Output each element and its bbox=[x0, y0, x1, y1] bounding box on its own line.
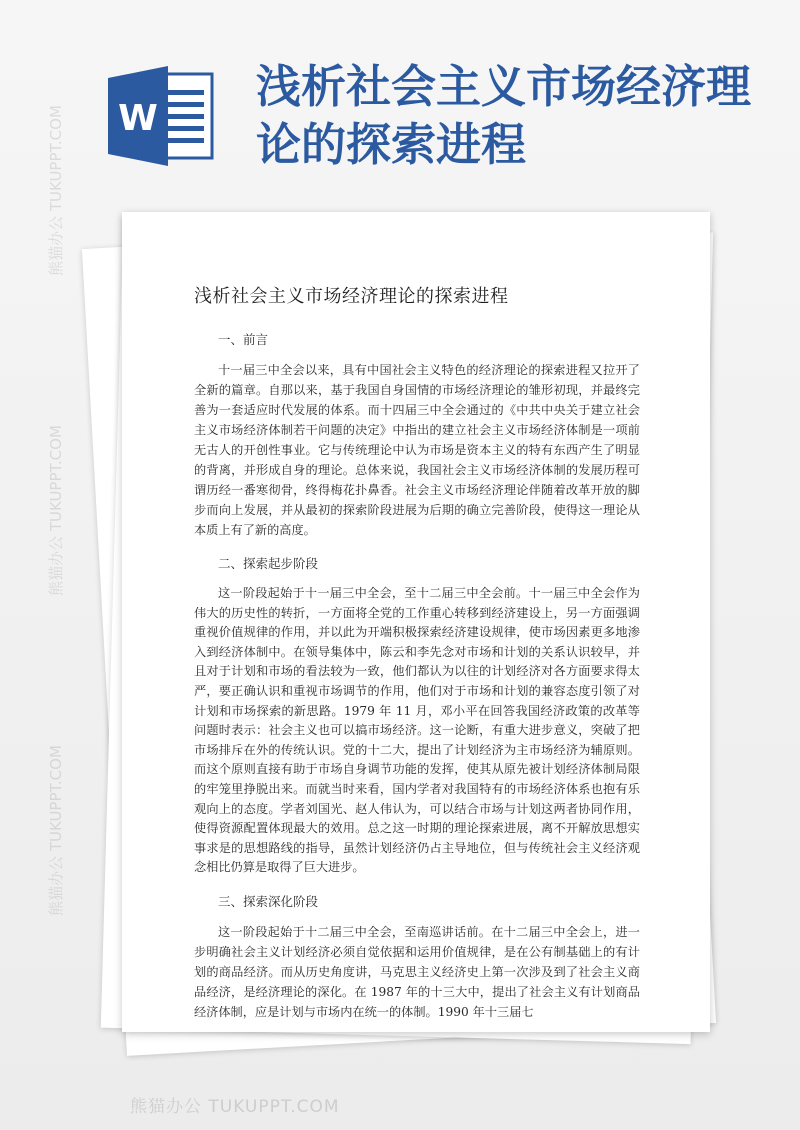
word-logo-letter: W bbox=[118, 98, 158, 139]
watermark: 熊猫办公 TUKUPPT.COM bbox=[130, 1097, 340, 1117]
header-title: 浅析社会主义市场经济理论的探索进程 bbox=[256, 60, 752, 171]
paragraph: 这一阶段起始于十二届三中全会，至南巡讲话前。在十二届三中全会上，进一步明确社会主义计划经济必须自觉依据和运用价值规律，是在公有制基础上的有计划的商品经济。而从历史角度讲，马克思主义经济史上第一次涉及到了社会主义商品经济，是经济理论的深化。在 1987 年的十三大中，提出了社会主义有计划商品经济体制，应是计划与市场内在统一的体制。1990 年十三届七 bbox=[194, 924, 640, 1019]
section-heading: 二、探索起步阶段 bbox=[218, 556, 319, 571]
watermark: 熊猫办公 TUKUPPT.COM bbox=[46, 425, 65, 596]
word-document-icon bbox=[108, 64, 216, 168]
paragraph: 这一阶段起始于十一届三中全会，至十二届三中全会前。十一届三中全会作为伟大的历史性的转折，一方面将全党的工作重心转移到经济建设上，另一方面强调重视价值规律的作用，并以此为开端积极探索经济建设规律，使市场因素更多地渗入到经济体制中。在领导集体中，陈云和李先念对市场和计划的关系认识较早，并且对于计划和市场的看法较为一致，他们都认为以往的计划经济对各方面要求得太严，要正确认识和重视市场调节的作用，他们对于市场和计划的兼容态度引领了对计划和市场探索的新思路。1979 年 11 月，邓小平在回答我国经济政策的改革等问题时表示：社会主义也可以搞市场经济。这一论断，有重大进步意义，突破了把市场排斥在外的传统认识。党的十二大，提出了计划经济为主市场经济为辅原则。而这个原则直接有助于市场自身调节功能的发挥，使其从原先被计划经济体制局限的牢笼里挣脱出来。而就当时来看，国内学者对我国特有的市场经济体系也抱有乐观向上的态度。学者刘国光、赵人伟认为，可以结合市场与计划这两者协同作用，使得资源配置体现最大的效用。总之这一时期的理论探索进展，离不开解放思想实事求是的思想路线的指导，虽然计划经济仍占主导地位，但与传统社会主义经济观念相比仍算是取得了巨大进步。 bbox=[194, 586, 640, 875]
watermark: 熊猫办公 TUKUPPT.COM bbox=[46, 745, 65, 916]
document-body bbox=[194, 330, 640, 1032]
paragraph: 十一届三中全会以来，具有中国社会主义特色的经济理论的探索进程又拉开了全新的篇章。自那以来，基于我国自身国情的市场经济理论的雏形初现，并最终完善为一套适应时代发展的体系。而十四届三中全会通过的《中共中央关于建立社会主义市场经济体制若干问题的决定》中指出的建立社会主义市场经济体制是一项前无古人的开创性事业。它与传统理论中认为市场是资本主义的特有东西产生了明显的背离，并形成自身的理论。总体来说，我国社会主义市场经济体制的发展历程可谓历经一番寒彻骨，终得梅花扑鼻香。社会主义市场经济理论伴随着改革开放的脚步而向上发展，并从最初的探索阶段进展为后期的确立完善阶段，使得这一理论从本质上有了新的高度。 bbox=[194, 363, 640, 537]
section-heading: 三、探索深化阶段 bbox=[218, 893, 319, 909]
document-page bbox=[122, 212, 710, 1032]
section-heading: 一、前言 bbox=[218, 332, 269, 347]
watermark: 熊猫办公 TUKUPPT.COM bbox=[46, 105, 65, 276]
page-title: 浅析社会主义市场经济理论的探索进程 bbox=[194, 286, 509, 307]
